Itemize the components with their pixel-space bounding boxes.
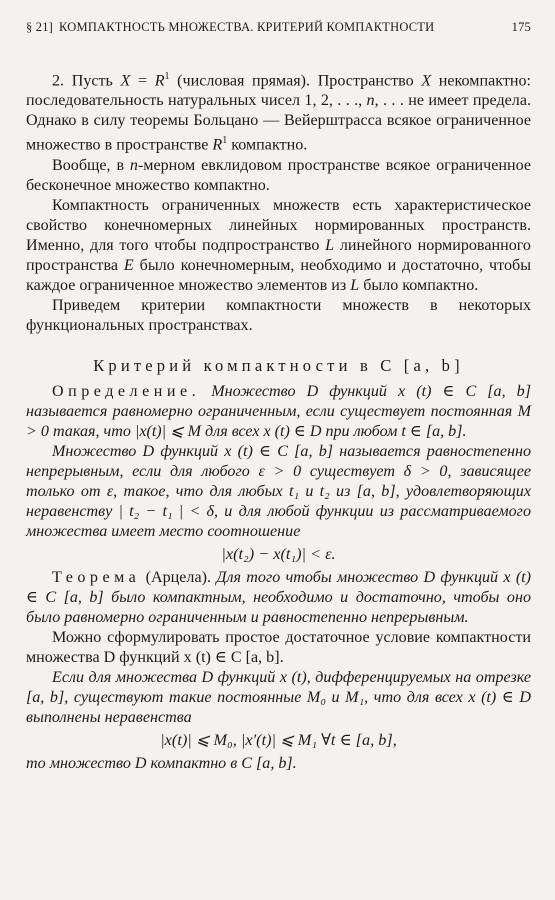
paragraph-n-dim: Вообще, в n-мерном евклидовом пространстве всякое ограниченное бесконечное множество компактно. (26, 156, 531, 194)
running-title: КОМПАКТНОСТЬ МНОЖЕСТВА. КРИТЕРИЙ КОМПАКТНОСТИ (59, 20, 435, 34)
paragraph-example-2: 2. Пусть $X = R^1$ (числовая прямая). Пространство X некомпактно: последовательность натуральных чисел 1, 2, . . ., n, . . . не имеет предела. Однако в силу теоремы Больцано — Вейерштрасса всякое ограниченное множество в пространстве $R^1$ компактно. (26, 71, 532, 154)
section-heading: Критерий компактности в C [a, b] (93, 355, 464, 375)
paragraph-finite-dim: Компактность ограниченных множеств есть характеристическое свойство конечномерных линейных нормированных пространств. Именно, для того чтобы подпространство L линейного нормированного пространства E было конечномерным, необходимо и достаточно, чтобы каждое ограниченное множество элементов из L было компактно. (26, 196, 532, 294)
paragraph-sufficient: Можно сформулировать простое достаточное условие компактности множества D функций x (t) ∈ C [a, b]. (26, 628, 531, 666)
theorem-arzela: Теорема (Арцела). Для того чтобы множество D функций x (t) ∈ C [a, b] было компактным, необходимо и достаточно, чтобы оно было равномерно ограниченным и равностепенно непрерывным. (26, 568, 532, 626)
paragraph-intro-criteria: Приведем критерии компактности множеств в некоторых функциональных пространствах. (26, 296, 531, 334)
running-head (26, 20, 531, 35)
section-ref: § 21] (26, 20, 54, 34)
paragraph-equicontinuous: Множество D функций x (t) ∈ C [a, b] называется равностепенно непрерывным, если для любого ε > 0 существует δ > 0, зависящее только от ε, такое, что для любых t₁ и t₂ из [a, b], удовлетворяющих неравенству | t₂ − t₁ | < δ, и для любой функции из рассматриваемого множества имеет место соотношение (26, 442, 531, 540)
page-number: 175 (511, 20, 531, 34)
paragraph-conclusion: то множество D компактно в C [a, b]. (26, 754, 297, 772)
theorem-label: Теорема (52, 568, 141, 586)
definition: Определение. Множество D функций x (t) ∈ C [a, b] называется равномерно ограниченным, если существует постоянная M > 0 такая, что |x(t)| ⩽ M для всех x (t) ∈ D при любом t ∈ [a, b]. (26, 382, 531, 440)
paragraph-condition: Если для множества D функций x (t), дифференцируемых на отрезке [a, b], существуют такие постоянные M₀ и M₁, что для всех x (t) ∈ D выполнены неравенства (26, 668, 531, 726)
book-page (26, 20, 531, 774)
definition-label: Определение. (52, 382, 201, 400)
formula-equicontinuity: |x(t₂) − x(t₁)| < ε. (221, 543, 336, 563)
formula-bounds: |x(t)| ⩽ M₀, |x′(t)| ⩽ M₁ ∀t ∈ [a, b], (160, 729, 397, 749)
